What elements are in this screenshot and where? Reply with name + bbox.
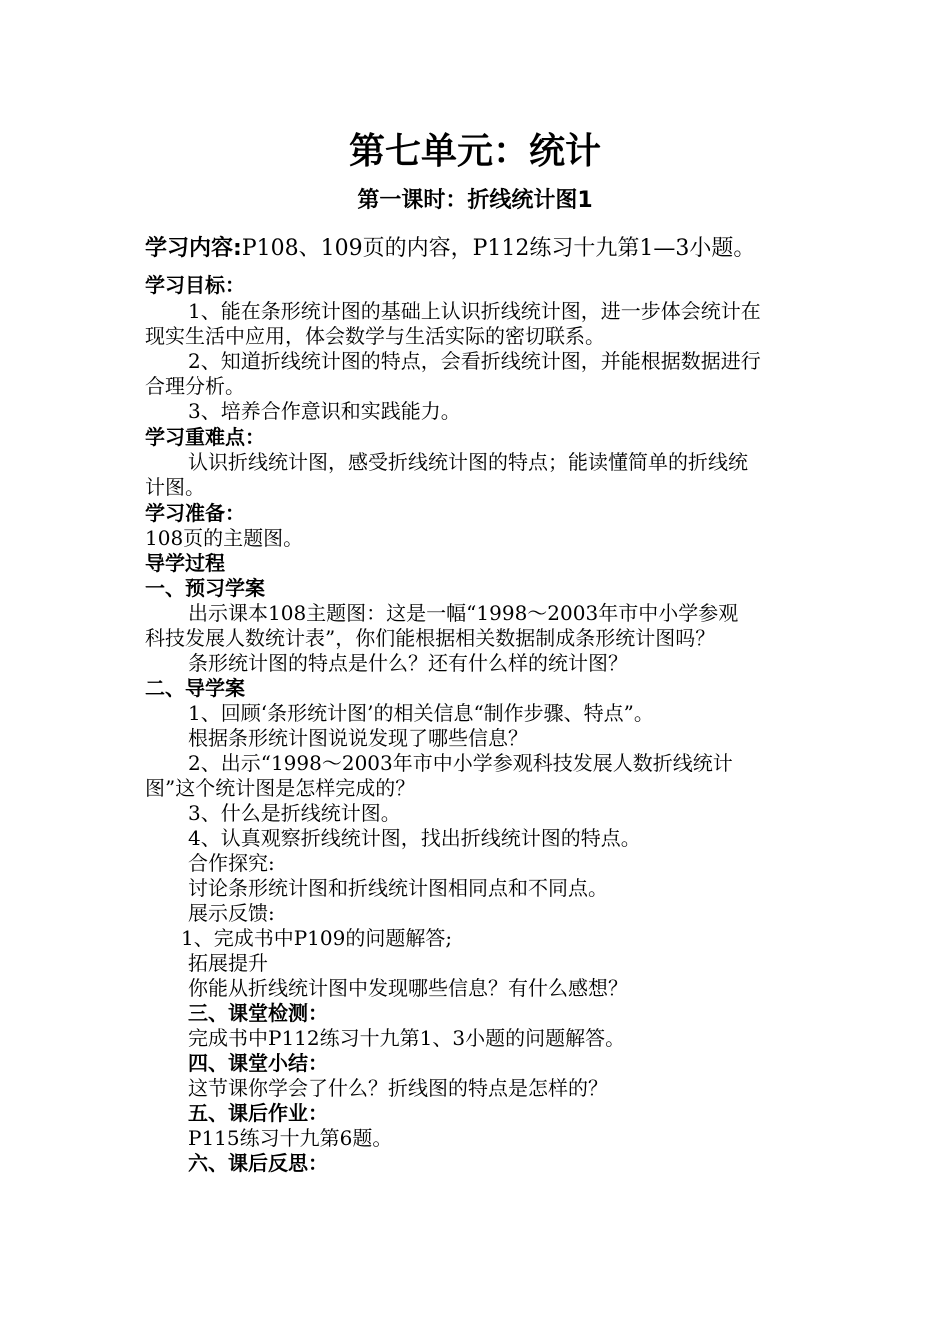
- objectives-heading: 学习目标：: [145, 273, 245, 297]
- page-subtitle: 第一课时：折线统计图1: [357, 188, 593, 213]
- process-heading: 导学过程: [145, 551, 225, 575]
- section-2-line-5: 3、什么是折线统计图。: [188, 801, 401, 825]
- keypoints-line-1: 认识折线统计图，感受折线统计图的特点；能读懂简单的折线统: [188, 450, 748, 474]
- section-1-line-3: 条形统计图的特点是什么？还有什么样的统计图？: [188, 651, 628, 675]
- section-4-text: 这节课你学会了什么？折线图的特点是怎样的？: [188, 1076, 608, 1100]
- section-2-line-8: 讨论条形统计图和折线统计图相同点和不同点。: [188, 876, 608, 900]
- preparation-heading: 学习准备：: [145, 501, 245, 525]
- section-2-line-7: 合作探究:: [188, 851, 275, 875]
- section-2-line-1: 1、回顾‘条形统计图’的相关信息“制作步骤、特点”。: [188, 701, 654, 725]
- section-1-heading: 一、预习学案: [145, 576, 265, 600]
- section-2-line-4: 图”这个统计图是怎样完成的？: [145, 776, 416, 800]
- section-2-heading: 二、导学案: [145, 676, 245, 700]
- section-3-text: 完成书中P112练习十九第1、3小题的问题解答。: [188, 1026, 626, 1050]
- section-1-line-1: 出示课本108主题图：这是一幅“1998～2003年市中小学参观: [188, 601, 739, 625]
- content-label: 学习内容:: [145, 236, 242, 261]
- content-row: [145, 236, 755, 262]
- objective-2-line-1: 2、知道折线统计图的特点，会看折线统计图，并能根据数据进行: [188, 349, 761, 373]
- section-2-line-3: 2、出示“1998～2003年市中小学参观科技发展人数折线统计: [188, 751, 733, 775]
- section-3-heading: 三、课堂检测：: [188, 1001, 328, 1025]
- section-4-heading: 四、课堂小结：: [188, 1051, 328, 1075]
- section-2-line-10: 1、完成书中P109的问题解答;: [181, 926, 453, 950]
- section-2-line-2: 根据条形统计图说说发现了哪些信息？: [188, 726, 528, 750]
- section-2-line-9: 展示反馈:: [188, 901, 275, 925]
- section-6-heading: 六、课后反思：: [188, 1151, 328, 1175]
- preparation-text: 108页的主题图。: [145, 526, 304, 550]
- section-2-line-11: 拓展提升: [188, 951, 268, 975]
- section-1-line-2: 科技发展人数统计表”，你们能根据相关数据制成条形统计图吗？: [145, 626, 716, 650]
- section-2-line-12: 你能从折线统计图中发现哪些信息？有什么感想？: [188, 976, 628, 1000]
- section-5-text: P115练习十九第6题。: [188, 1126, 393, 1150]
- objective-1-line-1: 1、能在条形统计图的基础上认识折线统计图，进一步体会统计在: [188, 299, 761, 323]
- objective-3: 3、培养合作意识和实践能力。: [188, 399, 461, 423]
- section-5-heading: 五、课后作业：: [188, 1101, 328, 1125]
- section-2-line-6: 4、认真观察折线统计图，找出折线统计图的特点。: [188, 826, 641, 850]
- keypoints-line-2: 计图。: [145, 475, 205, 499]
- content-text: P108、109页的内容，P112练习十九第1—3小题。: [241, 236, 756, 261]
- objective-2-line-2: 合理分析。: [145, 374, 245, 398]
- objective-1-line-2: 现实生活中应用，体会数学与生活实际的密切联系。: [145, 324, 605, 348]
- keypoints-heading: 学习重难点：: [145, 425, 265, 449]
- page-title: 第七单元：统计: [348, 131, 601, 172]
